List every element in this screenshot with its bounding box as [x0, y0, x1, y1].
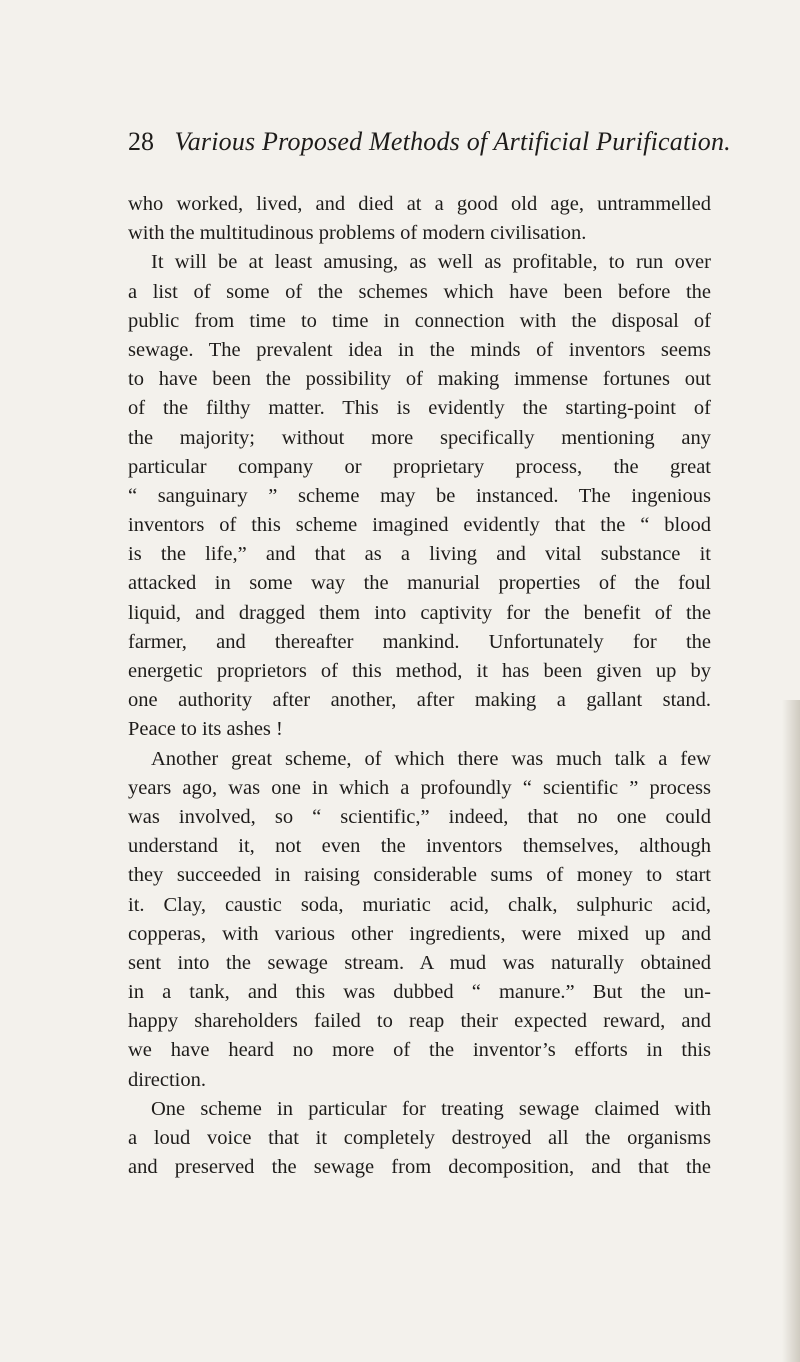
text-line: public from time to time in connection with the disposal of [128, 309, 711, 332]
text-line: sewage. The prevalent idea in the minds of inventors seems [128, 338, 711, 361]
body-text [128, 190, 711, 1182]
text-line: liquid, and dragged them into captivity for the benefit of the [128, 601, 711, 624]
text-line: energetic proprietors of this method, it has been given up by [128, 660, 711, 682]
text-line: a loud voice that it completely destroyed all the organisms [128, 1127, 711, 1149]
text-line: is the life,” and that as a living and vital substance it [128, 543, 711, 566]
text-line: attacked in some way the manurial properties of the foul [128, 572, 711, 595]
text-line: Another great scheme, of which there was much talk a few [151, 747, 711, 770]
running-head [128, 122, 731, 162]
text-line: Peace to its ashes ! [128, 718, 283, 741]
text-line: in a tank, and this was dubbed “ manure.” But the un- [128, 981, 711, 1004]
page-number: 28 [128, 127, 154, 156]
text-line: farmer, and thereafter mankind. Unfortunately for the [128, 630, 711, 653]
text-line: a list of some of the schemes which have been before the [128, 280, 711, 303]
text-line: the majority; without more specifically mentioning any [128, 426, 711, 449]
text-line: “ sanguinary ” scheme may be instanced. The ingenious [128, 484, 711, 507]
text-line: with the multitudinous problems of modern civilisation. [128, 222, 587, 245]
text-line: sent into the sewage stream. A mud was naturally obtained [128, 951, 711, 974]
text-line: It will be at least amusing, as well as profitable, to run over [151, 251, 711, 274]
text-line: copperas, with various other ingredients, were mixed up and [128, 922, 711, 945]
text-line: inventors of this scheme imagined evidently that the “ blood [128, 514, 711, 537]
text-line: to have been the possibility of making immense fortunes out [128, 368, 711, 391]
text-line: who worked, lived, and died at a good old age, untrammelled [128, 193, 711, 215]
text-line: of the filthy matter. This is evidently the starting-point of [128, 397, 711, 420]
running-title: Various Proposed Methods of Artificial Purification. [174, 127, 731, 156]
text-line: years ago, was one in which a profoundly “ scientific ” process [128, 776, 711, 799]
text-line: One scheme in particular for treating sewage claimed with [151, 1097, 711, 1120]
text-line: it. Clay, caustic soda, muriatic acid, chalk, sulphuric acid, [128, 893, 711, 916]
text-line: and preserved the sewage from decomposition, and that the [128, 1156, 711, 1179]
text-line: particular company or proprietary process, the great [128, 455, 711, 478]
text-line: was involved, so “ scientific,” indeed, that no one could [128, 805, 711, 828]
page-edge-shadow [782, 700, 800, 1362]
text-line: direction. [128, 1068, 206, 1091]
text-line: understand it, not even the inventors themselves, although [128, 835, 711, 858]
text-line: happy shareholders failed to reap their expected reward, and [128, 1010, 711, 1033]
text-line: we have heard no more of the inventor’s efforts in this [128, 1039, 711, 1062]
text-line: one authority after another, after making a gallant stand. [128, 689, 711, 712]
text-line: they succeeded in raising considerable sums of money to start [128, 864, 711, 887]
